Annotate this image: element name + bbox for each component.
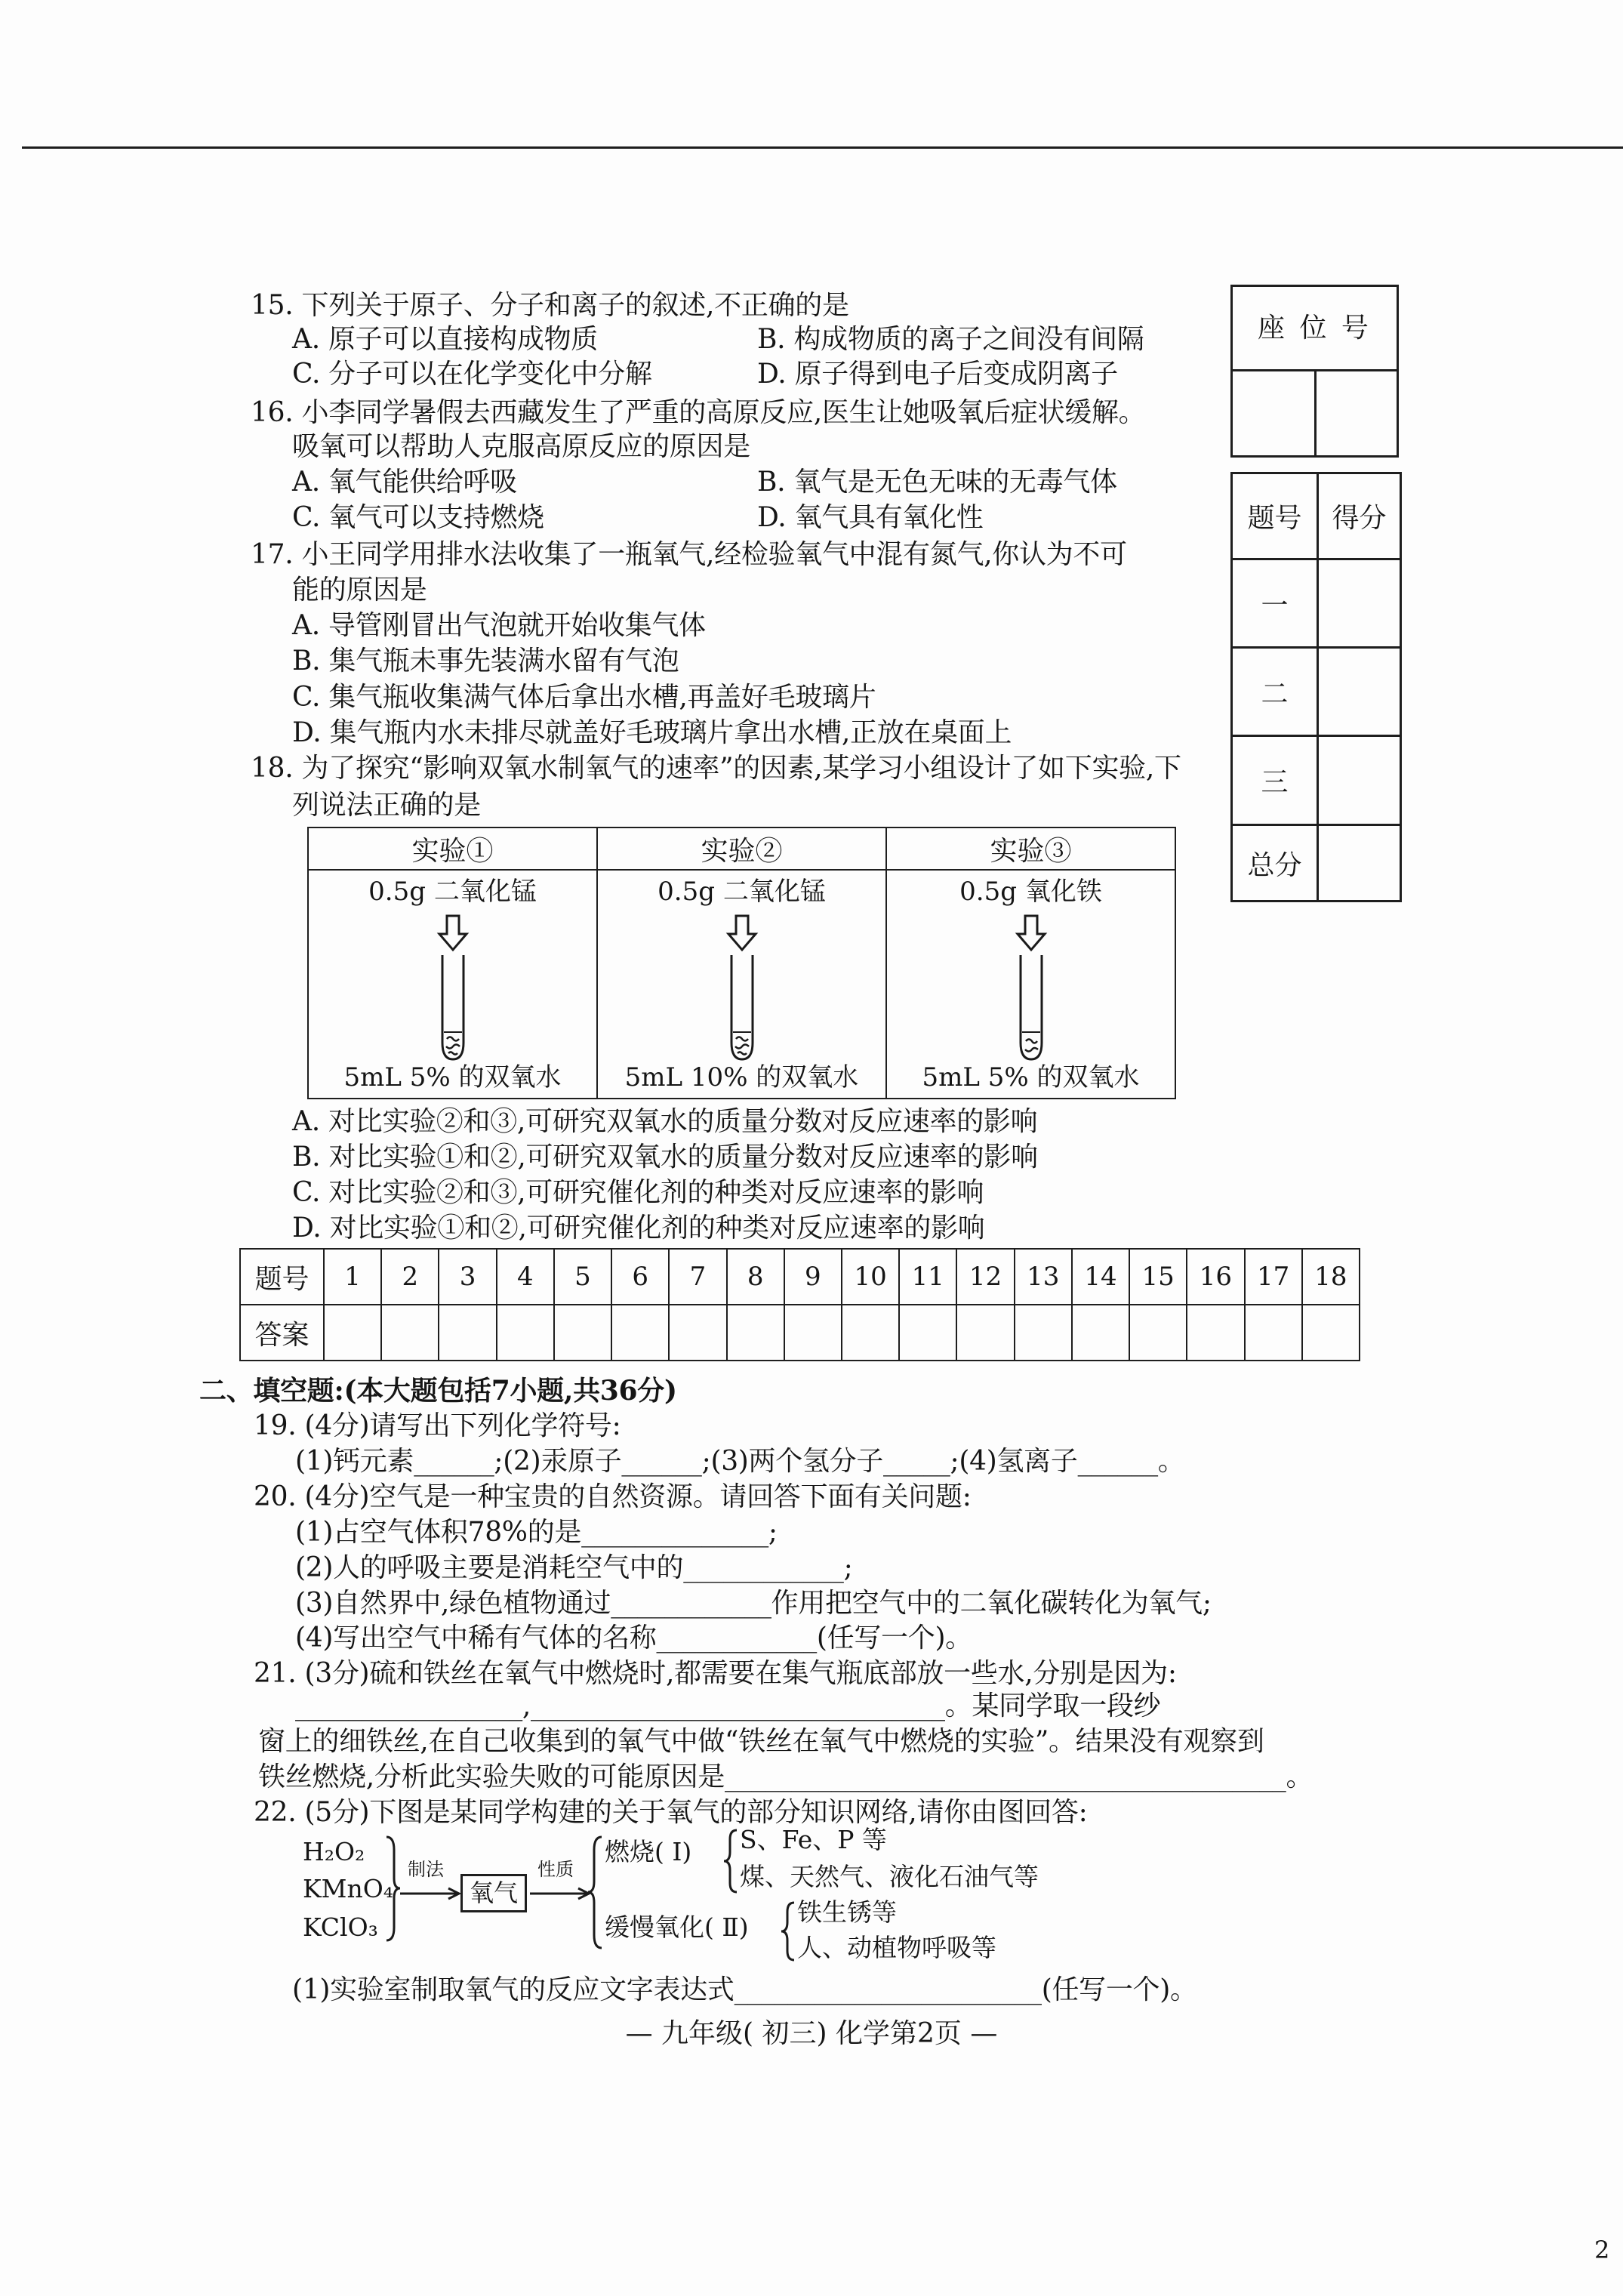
q18-stem-line1: 18. 为了探究“影响双氧水制氧气的速率”的因素,某学习小组设计了如下实验,下 (251, 753, 1181, 784)
score-cell (1318, 825, 1401, 901)
q17-option-d: D. 集气瓶内水未排尽就盖好毛玻璃片拿出水槽,正放在桌面上 (292, 717, 1012, 748)
q15-stem: 15. 下列关于原子、分子和离子的叙述,不正确的是 (251, 290, 849, 321)
q17-stem-line1: 17. 小王同学用排水法收集了一瓶氧气,经检验氧气中混有氮气,你认为不可 (251, 539, 1127, 570)
combustion-label: 燃烧( Ⅰ) (605, 1837, 692, 1866)
score-cell (1318, 559, 1401, 648)
answer-number-cell: 1 (324, 1249, 381, 1305)
q21-line: 21. (3分)硫和铁丝在氧气中燃烧时,都需要在集气瓶底部放一些水,分别是因为: (254, 1658, 1177, 1689)
test-tube-icon (1016, 954, 1046, 1063)
answer-number-cell: 6 (611, 1249, 669, 1305)
solution-label: 5mL 10% 的双氧水 (624, 1062, 859, 1093)
answer-blank-cell (497, 1305, 554, 1361)
answer-number-cell: 4 (497, 1249, 554, 1305)
score-row-label: 一 (1232, 559, 1318, 648)
q19-stem: 19. (4分)请写出下列化学符号: (254, 1410, 621, 1441)
answer-number-cell: 14 (1072, 1249, 1129, 1305)
q18-stem-line2: 列说法正确的是 (292, 790, 481, 821)
catalyst-label: 0.5g 二氧化锰 (368, 877, 537, 907)
answer-blank-cell (1129, 1305, 1187, 1361)
answer-blank-cell (727, 1305, 784, 1361)
answer-blank-cell (784, 1305, 842, 1361)
left-brace-icon (588, 1837, 602, 1948)
answer-blank-cell (611, 1305, 669, 1361)
answer-number-label: 题号 (240, 1249, 324, 1305)
experiment-cell (308, 870, 597, 1099)
q16-option-b: B. 氧气是无色无味的无毒气体 (757, 467, 1117, 498)
score-table-header (1232, 473, 1401, 559)
solution-label: 5mL 5% 的双氧水 (922, 1062, 1140, 1093)
answer-number-cell: 16 (1187, 1249, 1244, 1305)
property-arrow-icon (530, 1888, 589, 1899)
q15-option-c: C. 分子可以在化学变化中分解 (292, 359, 652, 390)
answer-number-cell: 17 (1245, 1249, 1302, 1305)
oxygen-box: 氧气 (460, 1874, 527, 1912)
q15-option-b: B. 构成物质的离子之间没有间隔 (757, 324, 1144, 355)
q17-option-c: C. 集气瓶收集满气体后拿出水槽,再盖好毛玻璃片 (292, 682, 876, 713)
answer-table (239, 1248, 1360, 1361)
score-table (1230, 472, 1402, 902)
answer-number-cell: 9 (784, 1249, 842, 1305)
q22-stem: 22. (5分)下图是某同学构建的关于氧气的部分知识网络,请你由图回答: (254, 1797, 1088, 1828)
experiment-header: 实验③ (886, 827, 1175, 870)
experiment-header: 实验① (308, 827, 597, 870)
top-rule (22, 146, 1623, 149)
q16-stem-line2: 吸氧可以帮助人克服高原反应的原因是 (292, 431, 750, 462)
q18-option-c: C. 对比实验②和③,可研究催化剂的种类对反应速率的影响 (292, 1177, 984, 1208)
test-tube-icon (438, 954, 468, 1063)
answer-number-cell: 5 (554, 1249, 611, 1305)
score-row (1232, 736, 1401, 825)
hollow-down-arrow-icon (436, 914, 470, 952)
q22-item1: (1)实验室制取氧气的反应文字表达式_______________________(任写一个)。 (292, 1974, 1197, 2005)
answer-blank-cell (381, 1305, 439, 1361)
reactant-kclo3: KClO₃ (303, 1912, 378, 1942)
page-footer: — 九年级( 初三) 化学第2页 — (625, 2018, 998, 2049)
reactant-kmno4: KMnO₄ (303, 1874, 393, 1903)
q17-option-a: A. 导管刚冒出气泡就开始收集气体 (292, 610, 706, 641)
answer-number-cell: 8 (727, 1249, 784, 1305)
q20-item: (2)人的呼吸主要是消耗空气中的____________; (295, 1552, 853, 1583)
answer-blank-cell (554, 1305, 611, 1361)
q16-stem-line1: 16. 小李同学暑假去西藏发生了严重的高原反应,医生让她吸氧后症状缓解。 (251, 397, 1146, 428)
answer-blank-cell (1302, 1305, 1360, 1361)
answer-number-cell: 15 (1129, 1249, 1187, 1305)
score-row (1232, 559, 1401, 648)
q21-line: 窗上的细铁丝,在自己收集到的氧气中做“铁丝在氧气中燃烧的实验”。结果没有观察到 (258, 1726, 1264, 1757)
q16-option-c: C. 氧气可以支持燃烧 (292, 502, 544, 533)
answer-number-cell: 2 (381, 1249, 439, 1305)
answer-number-cell: 12 (956, 1249, 1014, 1305)
score-row (1232, 648, 1401, 736)
q21-line: 铁丝燃烧,分析此实验失败的可能原因是__________________________________________。 (258, 1761, 1313, 1792)
property-label: 性质 (537, 1859, 574, 1880)
experiment-header: 实验② (597, 827, 886, 870)
q15-option-d: D. 原子得到电子后变成阴离子 (757, 359, 1118, 390)
score-row-label: 二 (1232, 648, 1318, 736)
q15-option-a: A. 原子可以直接构成物质 (292, 324, 598, 355)
solution-label: 5mL 5% 的双氧水 (343, 1062, 562, 1093)
hollow-down-arrow-icon (725, 914, 759, 952)
seat-number-label: 座 位 号 (1233, 287, 1397, 371)
answer-number-cell: 13 (1015, 1249, 1072, 1305)
answer-blank-cell (956, 1305, 1014, 1361)
seat-number-divider (1314, 371, 1317, 455)
seat-number-box (1230, 285, 1399, 458)
method-arrow-icon (400, 1888, 459, 1899)
catalyst-label: 0.5g 氧化铁 (959, 877, 1102, 907)
section2-title: 二、填空题:(本大题包括7小题,共36分) (199, 1375, 677, 1407)
answer-blank-cell (669, 1305, 726, 1361)
score-row-label: 总分 (1232, 825, 1318, 901)
answer-blank-cell (1015, 1305, 1072, 1361)
experiment-cell (886, 870, 1175, 1099)
answer-blank-cell (1072, 1305, 1129, 1361)
score-header-score: 得分 (1318, 473, 1401, 559)
answer-number-cell: 18 (1302, 1249, 1360, 1305)
score-row-total (1232, 825, 1401, 901)
score-row-label: 三 (1232, 736, 1318, 825)
test-tube-icon (727, 954, 757, 1063)
answer-blank-cell (439, 1305, 496, 1361)
q16-option-d: D. 氧气具有氧化性 (757, 502, 984, 533)
answer-blank-cell (1187, 1305, 1244, 1361)
catalyst-label: 0.5g 二氧化锰 (658, 877, 826, 907)
experiment-cell-inner (887, 871, 1175, 1098)
score-header-question: 题号 (1232, 473, 1318, 559)
experiment-cell-inner (309, 871, 596, 1098)
reactant-h2o2: H₂O₂ (303, 1837, 365, 1866)
experiment-cell (597, 870, 886, 1099)
q20-item: (3)自然界中,绿色植物通过____________作用把空气中的二氧化碳转化为氧气; (295, 1588, 1212, 1619)
combustion-item: 煤、天然气、液化石油气等 (740, 1862, 1039, 1891)
answer-number-cell: 3 (439, 1249, 496, 1305)
q19-line: (1)钙元素______;(2)汞原子______;(3)两个氢分子_____;(4)氢离子______。 (295, 1446, 1185, 1477)
answer-blank-cell (1245, 1305, 1302, 1361)
answer-row (240, 1305, 1360, 1361)
answer-label: 答案 (240, 1305, 324, 1361)
right-brace-icon (387, 1837, 400, 1940)
q18-option-a: A. 对比实验②和③,可研究双氧水的质量分数对反应速率的影响 (292, 1106, 1038, 1137)
answer-number-cell: 7 (669, 1249, 726, 1305)
experiment-table (307, 827, 1176, 1099)
answer-number-cell: 11 (899, 1249, 956, 1305)
left-brace-icon (724, 1830, 737, 1892)
q20-stem: 20. (4分)空气是一种宝贵的自然资源。请回答下面有关问题: (254, 1481, 972, 1512)
q18-option-d: D. 对比实验①和②,可研究催化剂的种类对反应速率的影响 (292, 1213, 985, 1244)
q20-item: (1)占空气体积78%的是______________; (295, 1517, 778, 1548)
q20-item: (4)写出空气中稀有气体的名称____________(任写一个)。 (295, 1623, 972, 1653)
q21-line: _________________,_______________________________。某同学取一段纱 (295, 1690, 1161, 1721)
answer-blank-cell (899, 1305, 956, 1361)
score-cell (1318, 736, 1401, 825)
experiment-body-row (308, 870, 1175, 1099)
q17-stem-line2: 能的原因是 (292, 575, 427, 606)
answer-blank-cell (324, 1305, 381, 1361)
answer-number-cell: 10 (842, 1249, 899, 1305)
answer-blank-cell (842, 1305, 899, 1361)
left-brace-icon (781, 1903, 794, 1960)
diagram-connectors (287, 1812, 830, 1978)
q17-option-b: B. 集气瓶未事先装满水留有气泡 (292, 646, 679, 676)
method-label: 制法 (408, 1859, 444, 1880)
hollow-down-arrow-icon (1015, 914, 1048, 952)
slow-oxidation-item: 人、动植物呼吸等 (797, 1933, 996, 1962)
score-cell (1318, 648, 1401, 736)
slow-oxidation-item: 铁生锈等 (797, 1897, 897, 1927)
q16-option-a: A. 氧气能供给呼吸 (292, 467, 517, 498)
answer-number-row (240, 1249, 1360, 1305)
slow-oxidation-label: 缓慢氧化( Ⅱ) (605, 1912, 749, 1942)
q18-option-b: B. 对比实验①和②,可研究双氧水的质量分数对反应速率的影响 (292, 1142, 1038, 1173)
combustion-item: S、Fe、P 等 (740, 1825, 887, 1854)
page-number: 2 (1594, 2236, 1610, 2264)
experiment-cell-inner (598, 871, 885, 1098)
experiment-header-row (308, 827, 1175, 870)
